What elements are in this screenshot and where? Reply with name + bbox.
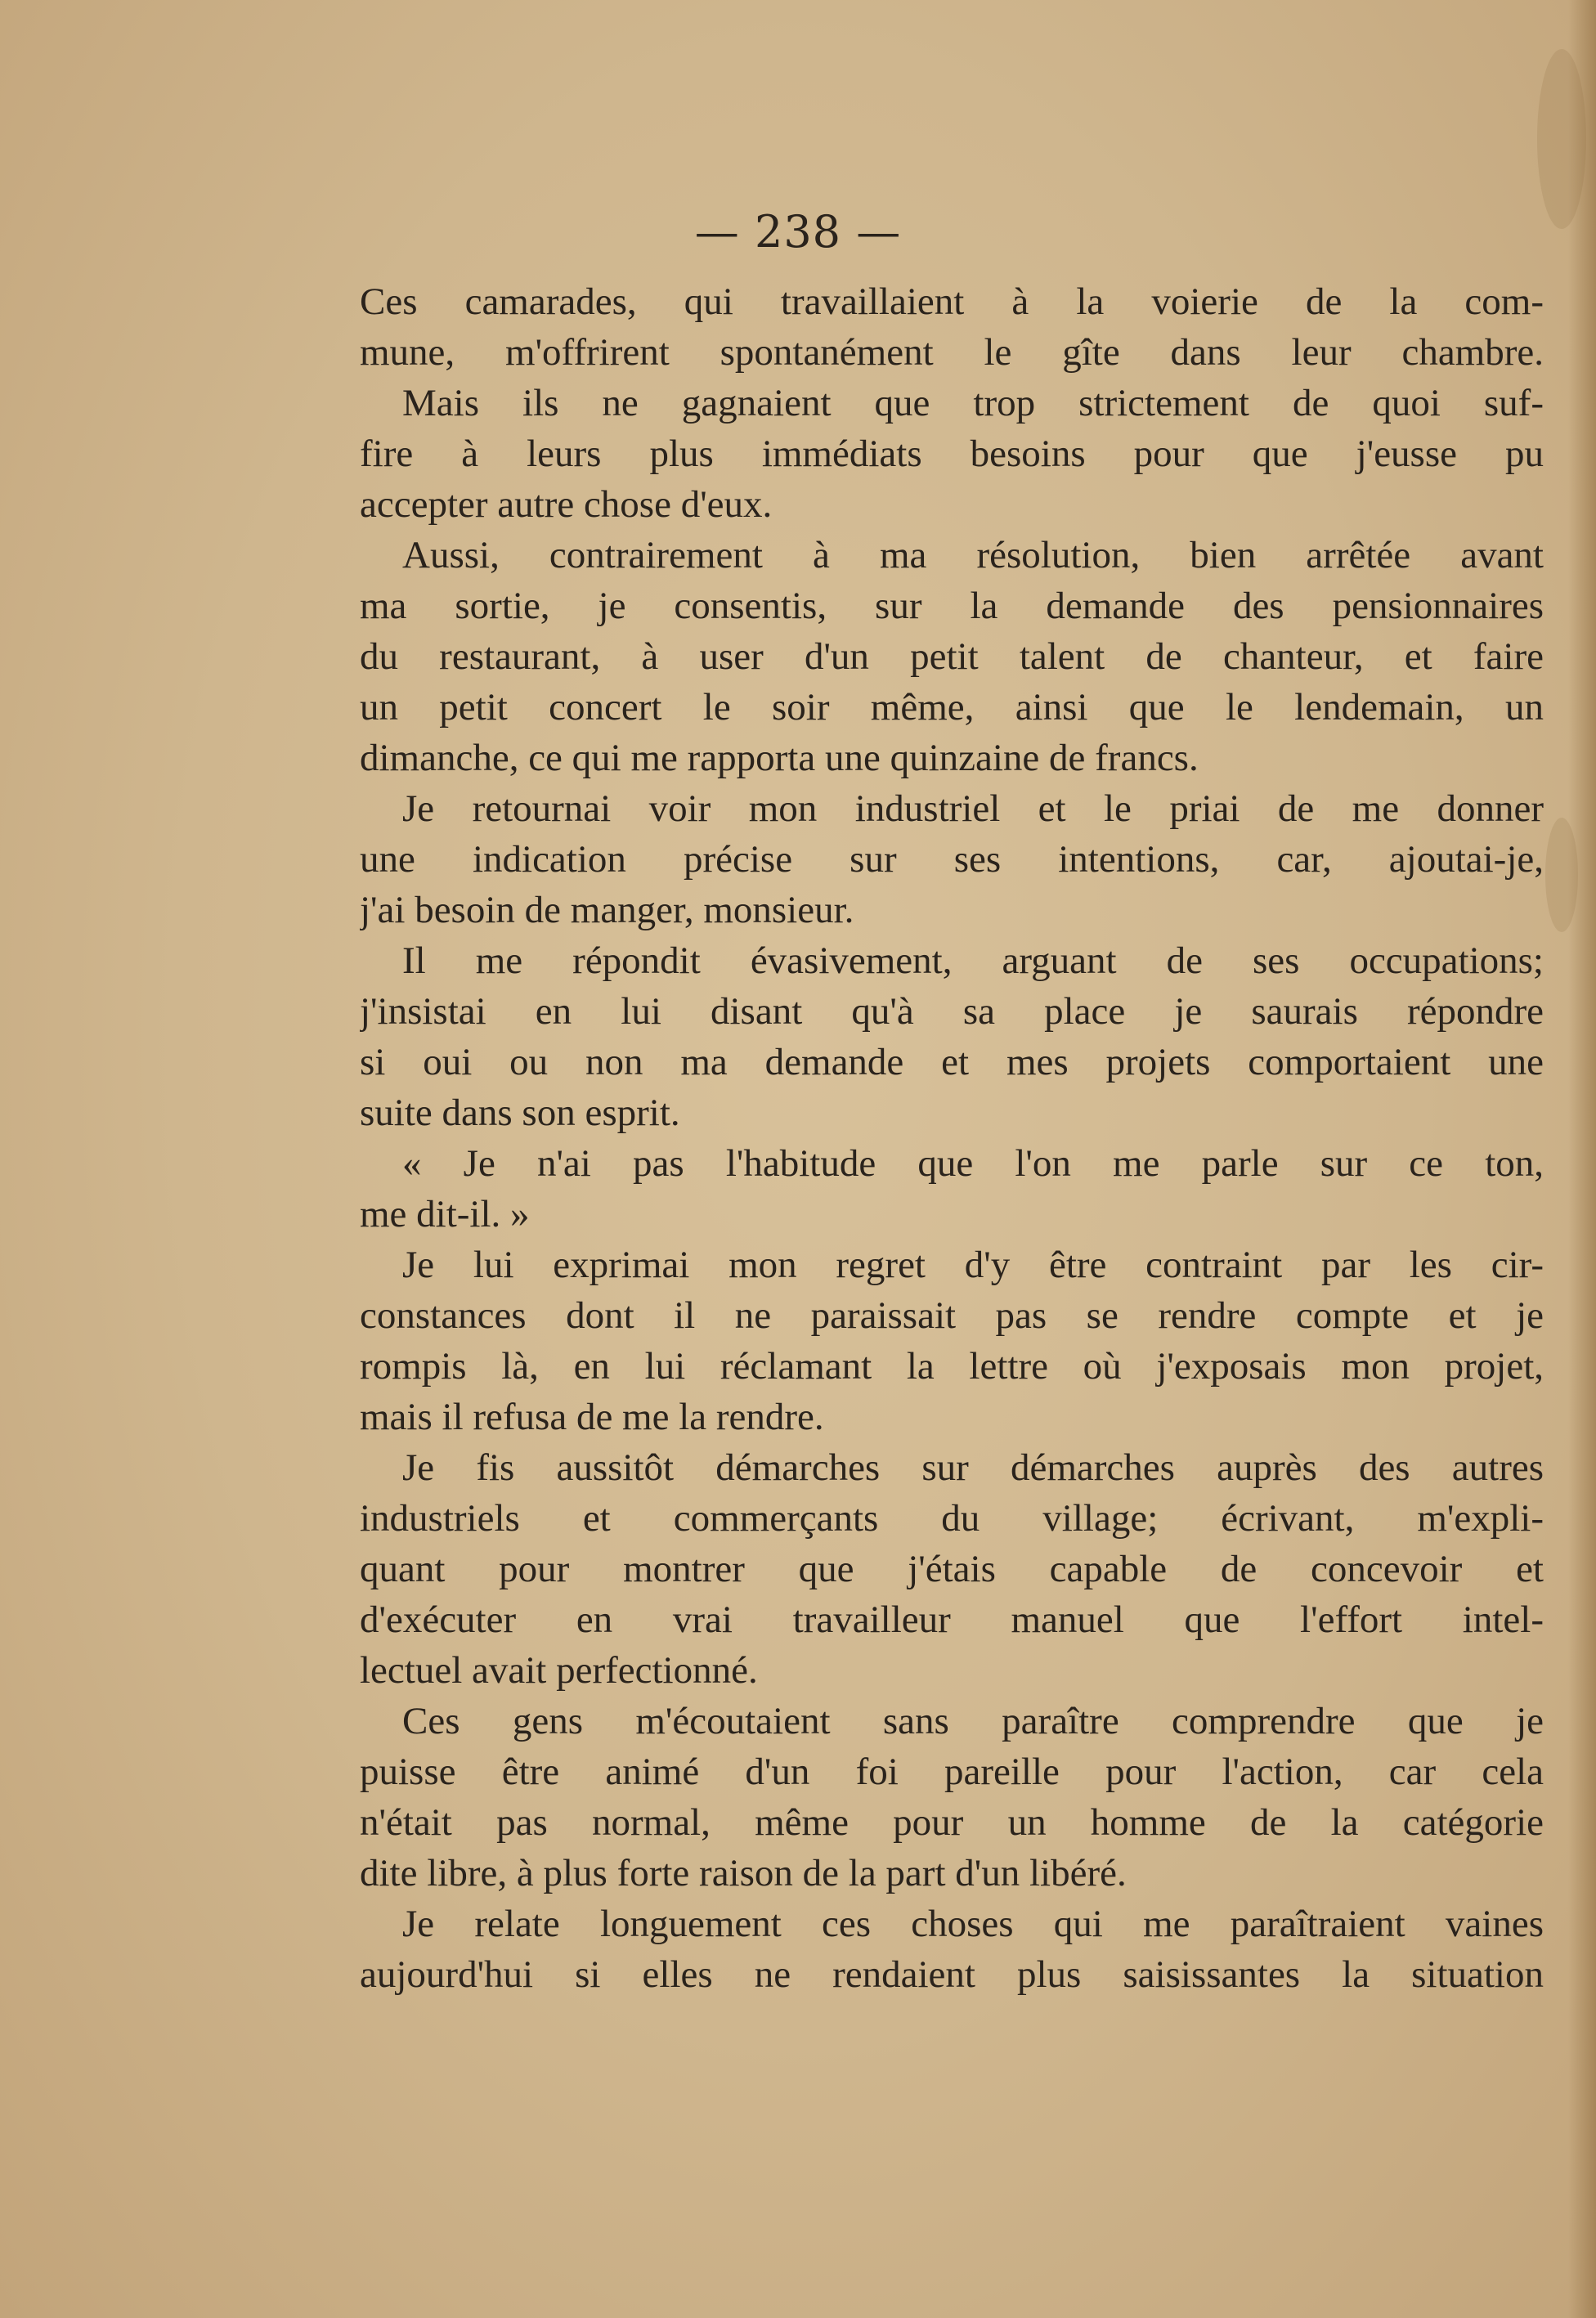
text-line: accepter autre chose d'eux. bbox=[360, 483, 773, 526]
text-line: Ces gens m'écoutaient sans paraître comprendre que je bbox=[402, 1700, 1544, 1742]
text-line: Je fis aussitôt démarches sur démarches auprès des autres bbox=[402, 1446, 1544, 1489]
text-line: Je retournai voir mon industriel et le priai de me donner bbox=[402, 787, 1544, 830]
text-line: Il me répondit évasivement, arguant de ses occupations; bbox=[402, 939, 1544, 982]
text-line: me dit-il. » bbox=[360, 1193, 530, 1235]
text-line: du restaurant, à user d'un petit talent de chanteur, et faire bbox=[360, 635, 1544, 678]
text-line: n'était pas normal, même pour un homme de la catégorie bbox=[360, 1801, 1544, 1844]
text-line: Je lui exprimai mon regret d'y être contraint par les cir- bbox=[402, 1244, 1544, 1286]
text-line: constances dont il ne paraissait pas se rendre compte et je bbox=[360, 1294, 1544, 1337]
text-line: un petit concert le soir même, ainsi que le lendemain, un bbox=[360, 686, 1544, 729]
text-line: mais il refusa de me la rendre. bbox=[360, 1396, 824, 1438]
paper-stain bbox=[1545, 818, 1578, 932]
text-line: Mais ils ne gagnaient que trop strictement de quoi suf- bbox=[402, 382, 1544, 424]
text-line: ma sortie, je consentis, sur la demande des pensionnaires bbox=[360, 585, 1544, 627]
text-line: puisse être animé d'un foi pareille pour l'action, car cela bbox=[360, 1751, 1544, 1793]
text-line: Aussi, contrairement à ma résolution, bien arrêtée avant bbox=[402, 534, 1544, 576]
text-line: dite libre, à plus forte raison de la part d'un libéré. bbox=[360, 1852, 1127, 1894]
text-line: dimanche, ce qui me rapporta une quinzaine de francs. bbox=[360, 737, 1199, 779]
paper-stain bbox=[1537, 49, 1586, 229]
text-line: Ces camarades, qui travaillaient à la voierie de la com- bbox=[360, 280, 1544, 323]
text-line: Je relate longuement ces choses qui me paraîtraient vaines bbox=[402, 1903, 1544, 1945]
text-line: lectuel avait perfectionné. bbox=[360, 1649, 758, 1692]
text-line: rompis là, en lui réclamant la lettre où j'exposais mon projet, bbox=[360, 1345, 1544, 1388]
text-line: une indication précise sur ses intentions, car, ajoutai-je, bbox=[360, 838, 1544, 881]
text-line: suite dans son esprit. bbox=[360, 1092, 680, 1134]
text-line: mune, m'offrirent spontanément le gîte dans leur chambre. bbox=[360, 331, 1544, 374]
page-edge-shadow bbox=[1568, 0, 1596, 2318]
text-line: industriels et commerçants du village; écrivant, m'expli- bbox=[360, 1497, 1544, 1540]
text-line: fire à leurs plus immédiats besoins pour que j'eusse pu bbox=[360, 433, 1544, 475]
text-line: d'exécuter en vrai travailleur manuel que l'effort intel- bbox=[360, 1598, 1544, 1641]
text-line: j'insistai en lui disant qu'à sa place je saurais répondre bbox=[360, 990, 1544, 1033]
page-number: — 238 — bbox=[694, 206, 902, 258]
text-line: quant pour montrer que j'étais capable de concevoir et bbox=[360, 1548, 1544, 1590]
text-line: si oui ou non ma demande et mes projets comportaient une bbox=[360, 1041, 1544, 1083]
text-line: « Je n'ai pas l'habitude que l'on me parle sur ce ton, bbox=[402, 1142, 1544, 1185]
text-line: j'ai besoin de manger, monsieur. bbox=[360, 889, 854, 931]
text-line: aujourd'hui si elles ne rendaient plus saisissantes la situation bbox=[360, 1953, 1544, 1996]
body-text bbox=[360, 276, 1544, 2000]
